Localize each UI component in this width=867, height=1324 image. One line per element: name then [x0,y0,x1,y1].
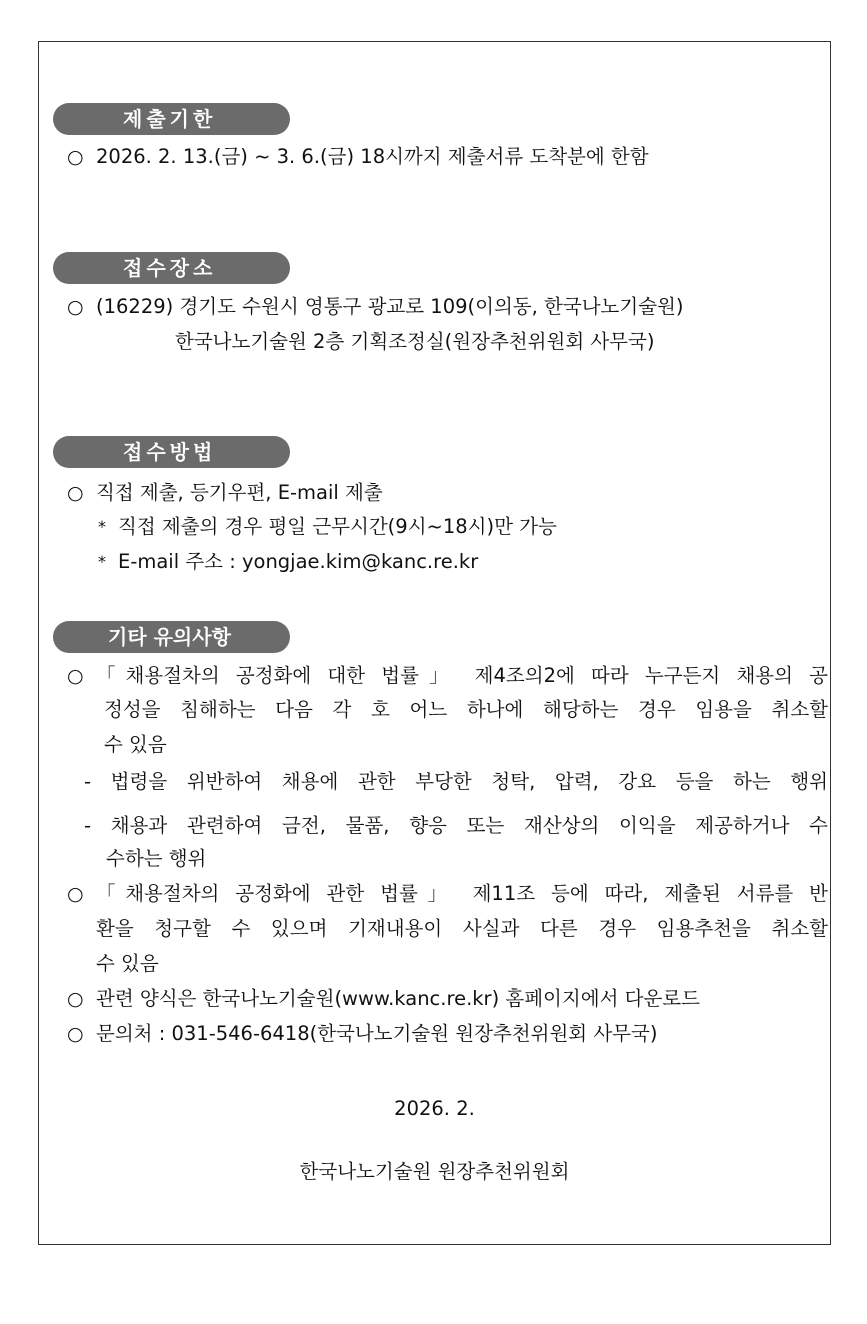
notes-item2-line1: 「채용절차의 공정화에 관한 법률」 제11조 등에 따라, 제출된 서류를 반 [96,882,828,905]
location-address: (16229) 경기도 수원시 영통구 광교로 109(이의동, 한국나노기술원) [96,295,684,318]
asterisk-icon: * [98,517,106,536]
bullet-icon: ○ [67,988,84,1010]
location-heading: 접수장소 [53,252,290,284]
method-text: 직접 제출, 등기우편, E-mail 제출 [96,481,383,504]
location-office: 한국나노기술원 2층 기획조정실(원장추천위원회 사무국) [175,330,655,353]
deadline-heading: 제출기한 [53,103,290,135]
notes-sub2-line2: 수하는 행위 [106,847,207,870]
notes-sub1: - 법령을 위반하여 채용에 관한 부당한 청탁, 압력, 강요 등을 하는 행위 [84,770,828,793]
footer-date: 2026. 2. [394,1097,475,1120]
deadline-text: 2026. 2. 13.(금) ~ 3. 6.(금) 18시까지 제출서류 도착분에 한함 [96,145,649,168]
notes-item4: 문의처 : 031-546-6418(한국나노기술원 원장추천위원회 사무국) [96,1022,658,1045]
method-note-email: E-mail 주소 : yongjae.kim@kanc.re.kr [118,550,479,573]
notes-item2-line2: 환을 청구할 수 있으며 기재내용이 사실과 다른 경우 임용추천을 취소할 [96,917,828,940]
notes-item1-line1: 「채용절차의 공정화에 대한 법률」 제4조의2에 따라 누구든지 채용의 공 [96,664,828,687]
bullet-icon: ○ [67,482,84,504]
bullet-icon: ○ [67,146,84,168]
method-heading: 접수방법 [53,436,290,468]
bullet-icon: ○ [67,665,84,687]
notes-item1-line2: 정성을 침해하는 다음 각 호 어느 하나에 해당하는 경우 임용을 취소할 [104,698,828,721]
notes-item2-line3: 수 있음 [96,952,159,975]
method-note-hours: 직접 제출의 경우 평일 근무시간(9시~18시)만 가능 [118,515,557,538]
notes-item3: 관련 양식은 한국나노기술원(www.kanc.re.kr) 홈페이지에서 다운로드 [96,987,700,1010]
bullet-icon: ○ [67,296,84,318]
footer-org: 한국나노기술원 원장추천위원회 [299,1160,570,1183]
asterisk-icon: * [98,552,106,571]
bullet-icon: ○ [67,883,84,905]
notes-sub2-line1: - 채용과 관련하여 금전, 물품, 향응 또는 재산상의 이익을 제공하거나 수 [84,814,828,837]
notes-item1-line3: 수 있음 [104,733,167,756]
notes-heading: 기타 유의사항 [53,621,290,653]
bullet-icon: ○ [67,1023,84,1045]
